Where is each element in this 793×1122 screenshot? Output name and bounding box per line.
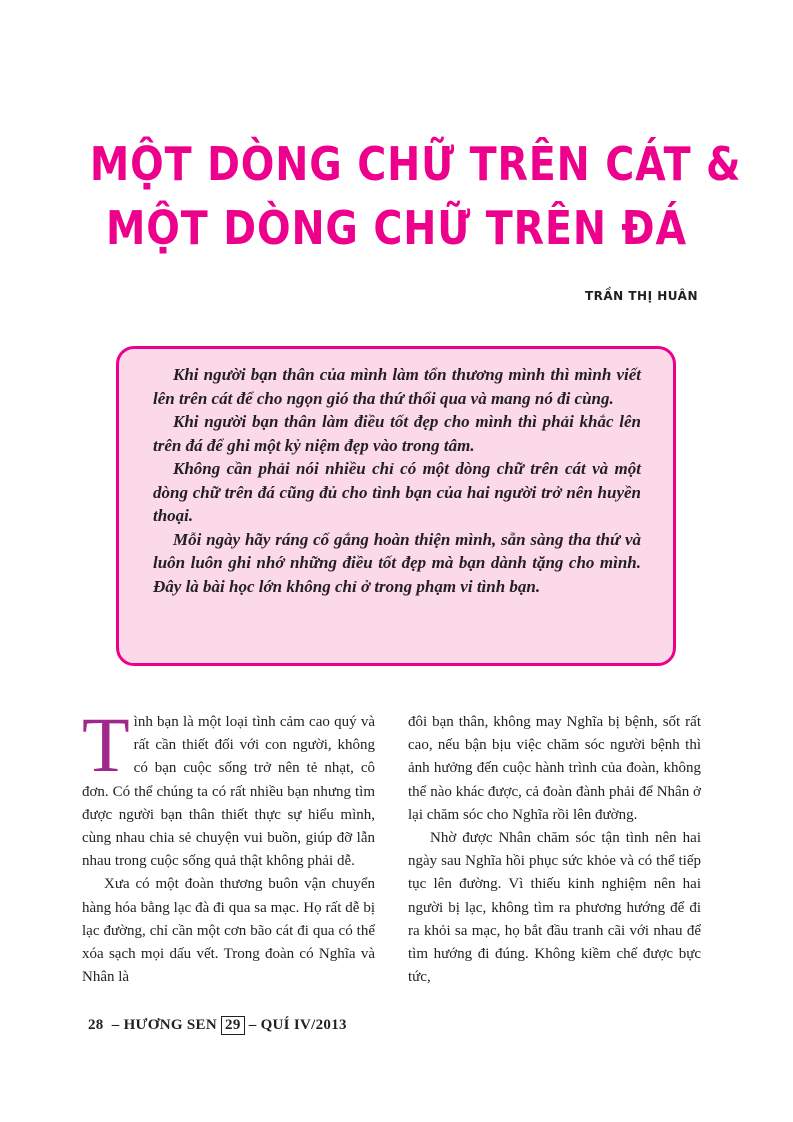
body-column-right — [408, 711, 701, 989]
article-title-line-1: MỘT DÒNG CHỮ TRÊN CÁT & — [89, 137, 742, 191]
body-paragraph-2: Xưa có một đoàn thương buôn vận chuyển hàng hóa bằng lạc đà đi qua sa mạc. Họ rất dễ bị lạc đường, chỉ cần một cơn bão cát đi qua có thể xóa sạch mọi dấu vết. Trong đoàn có Nghĩa và Nhân là — [82, 876, 375, 986]
body-paragraph-3: Nhờ được Nhân chăm sóc tận tình nên hai ngày sau Nghĩa hồi phục sức khỏe và có thể tiếp tục lên đường. Vì thiếu kinh nghiệm nên hai người bị lạc, không tìm ra phương hướng để đi ra khỏi sa mạc, họ bắt đầu tranh cãi với nhau để tìm hướng đi đúng. Không kiềm chế được bực tức, — [408, 830, 701, 986]
body-paragraph-2-continued: đôi bạn thân, không may Nghĩa bị bệnh, sốt rất cao, nếu bận bịu việc chăm sóc người bệnh thì ảnh hưởng đến cuộc hành trình của đoàn, không thể nào khác được, cả đoàn đành phải để Nhân ở lại chăm sóc cho Nghĩa rồi lên đường. — [408, 714, 701, 823]
issue-number: 29 — [221, 1016, 245, 1035]
body-paragraph-1 — [82, 701, 375, 873]
quote-paragraph-2: Khi người bạn thân làm điều tốt đẹp cho mình thì phải khắc lên trên đá để ghi một kỷ niệm đẹp vào trong tâm. — [153, 412, 641, 455]
author-byline: TRẦN THỊ HUÂN — [584, 289, 698, 303]
article-title — [89, 132, 742, 260]
quote-paragraph-3: Không cần phải nói nhiều chỉ có một dòng chữ trên cát và một dòng chữ trên đá cũng đủ cho tình bạn của hai người trở nên huyền thoại. — [153, 459, 641, 525]
issue-quarter: – QUÍ IV/2013 — [248, 1017, 347, 1033]
article-title-line-2: MỘT DÒNG CHỮ TRÊN ĐÁ — [106, 201, 687, 255]
page-footer — [88, 1016, 347, 1035]
quote-paragraph-4: Mỗi ngày hãy ráng cố gắng hoàn thiện mình, sẵn sàng tha thứ và luôn luôn ghi nhớ những điều tốt đẹp mà bạn dành tặng cho mình. Đây là bài học lớn không chỉ ở trong phạm vi tình bạn. — [153, 529, 641, 596]
quote-paragraph-1: Khi người bạn thân của mình làm tổn thương mình thì mình viết lên trên cát để cho ngọn gió tha thứ thổi qua và mang nó đi cùng. — [153, 365, 641, 408]
quote-box — [116, 346, 676, 666]
body-paragraph-1-text: ình bạn là một loại tình cảm cao quý và rất cần thiết đối với con người, không có bạn cuộc sống trở nên tẻ nhạt, cô đơn. Có thể chúng ta có rất nhiều bạn nhưng tìm được người bạn thân thiết thực sự hiểu mình, cùng nhau chia sẻ chuyện vui buồn, giúp đỡ lẫn nhau trong cuộc sống quả thật không phải dễ. — [82, 714, 375, 870]
page-number: 28 — [88, 1017, 104, 1033]
magazine-name: – HƯƠNG SEN — [111, 1017, 217, 1033]
body-column-left — [82, 701, 375, 989]
drop-cap: T — [82, 701, 130, 788]
